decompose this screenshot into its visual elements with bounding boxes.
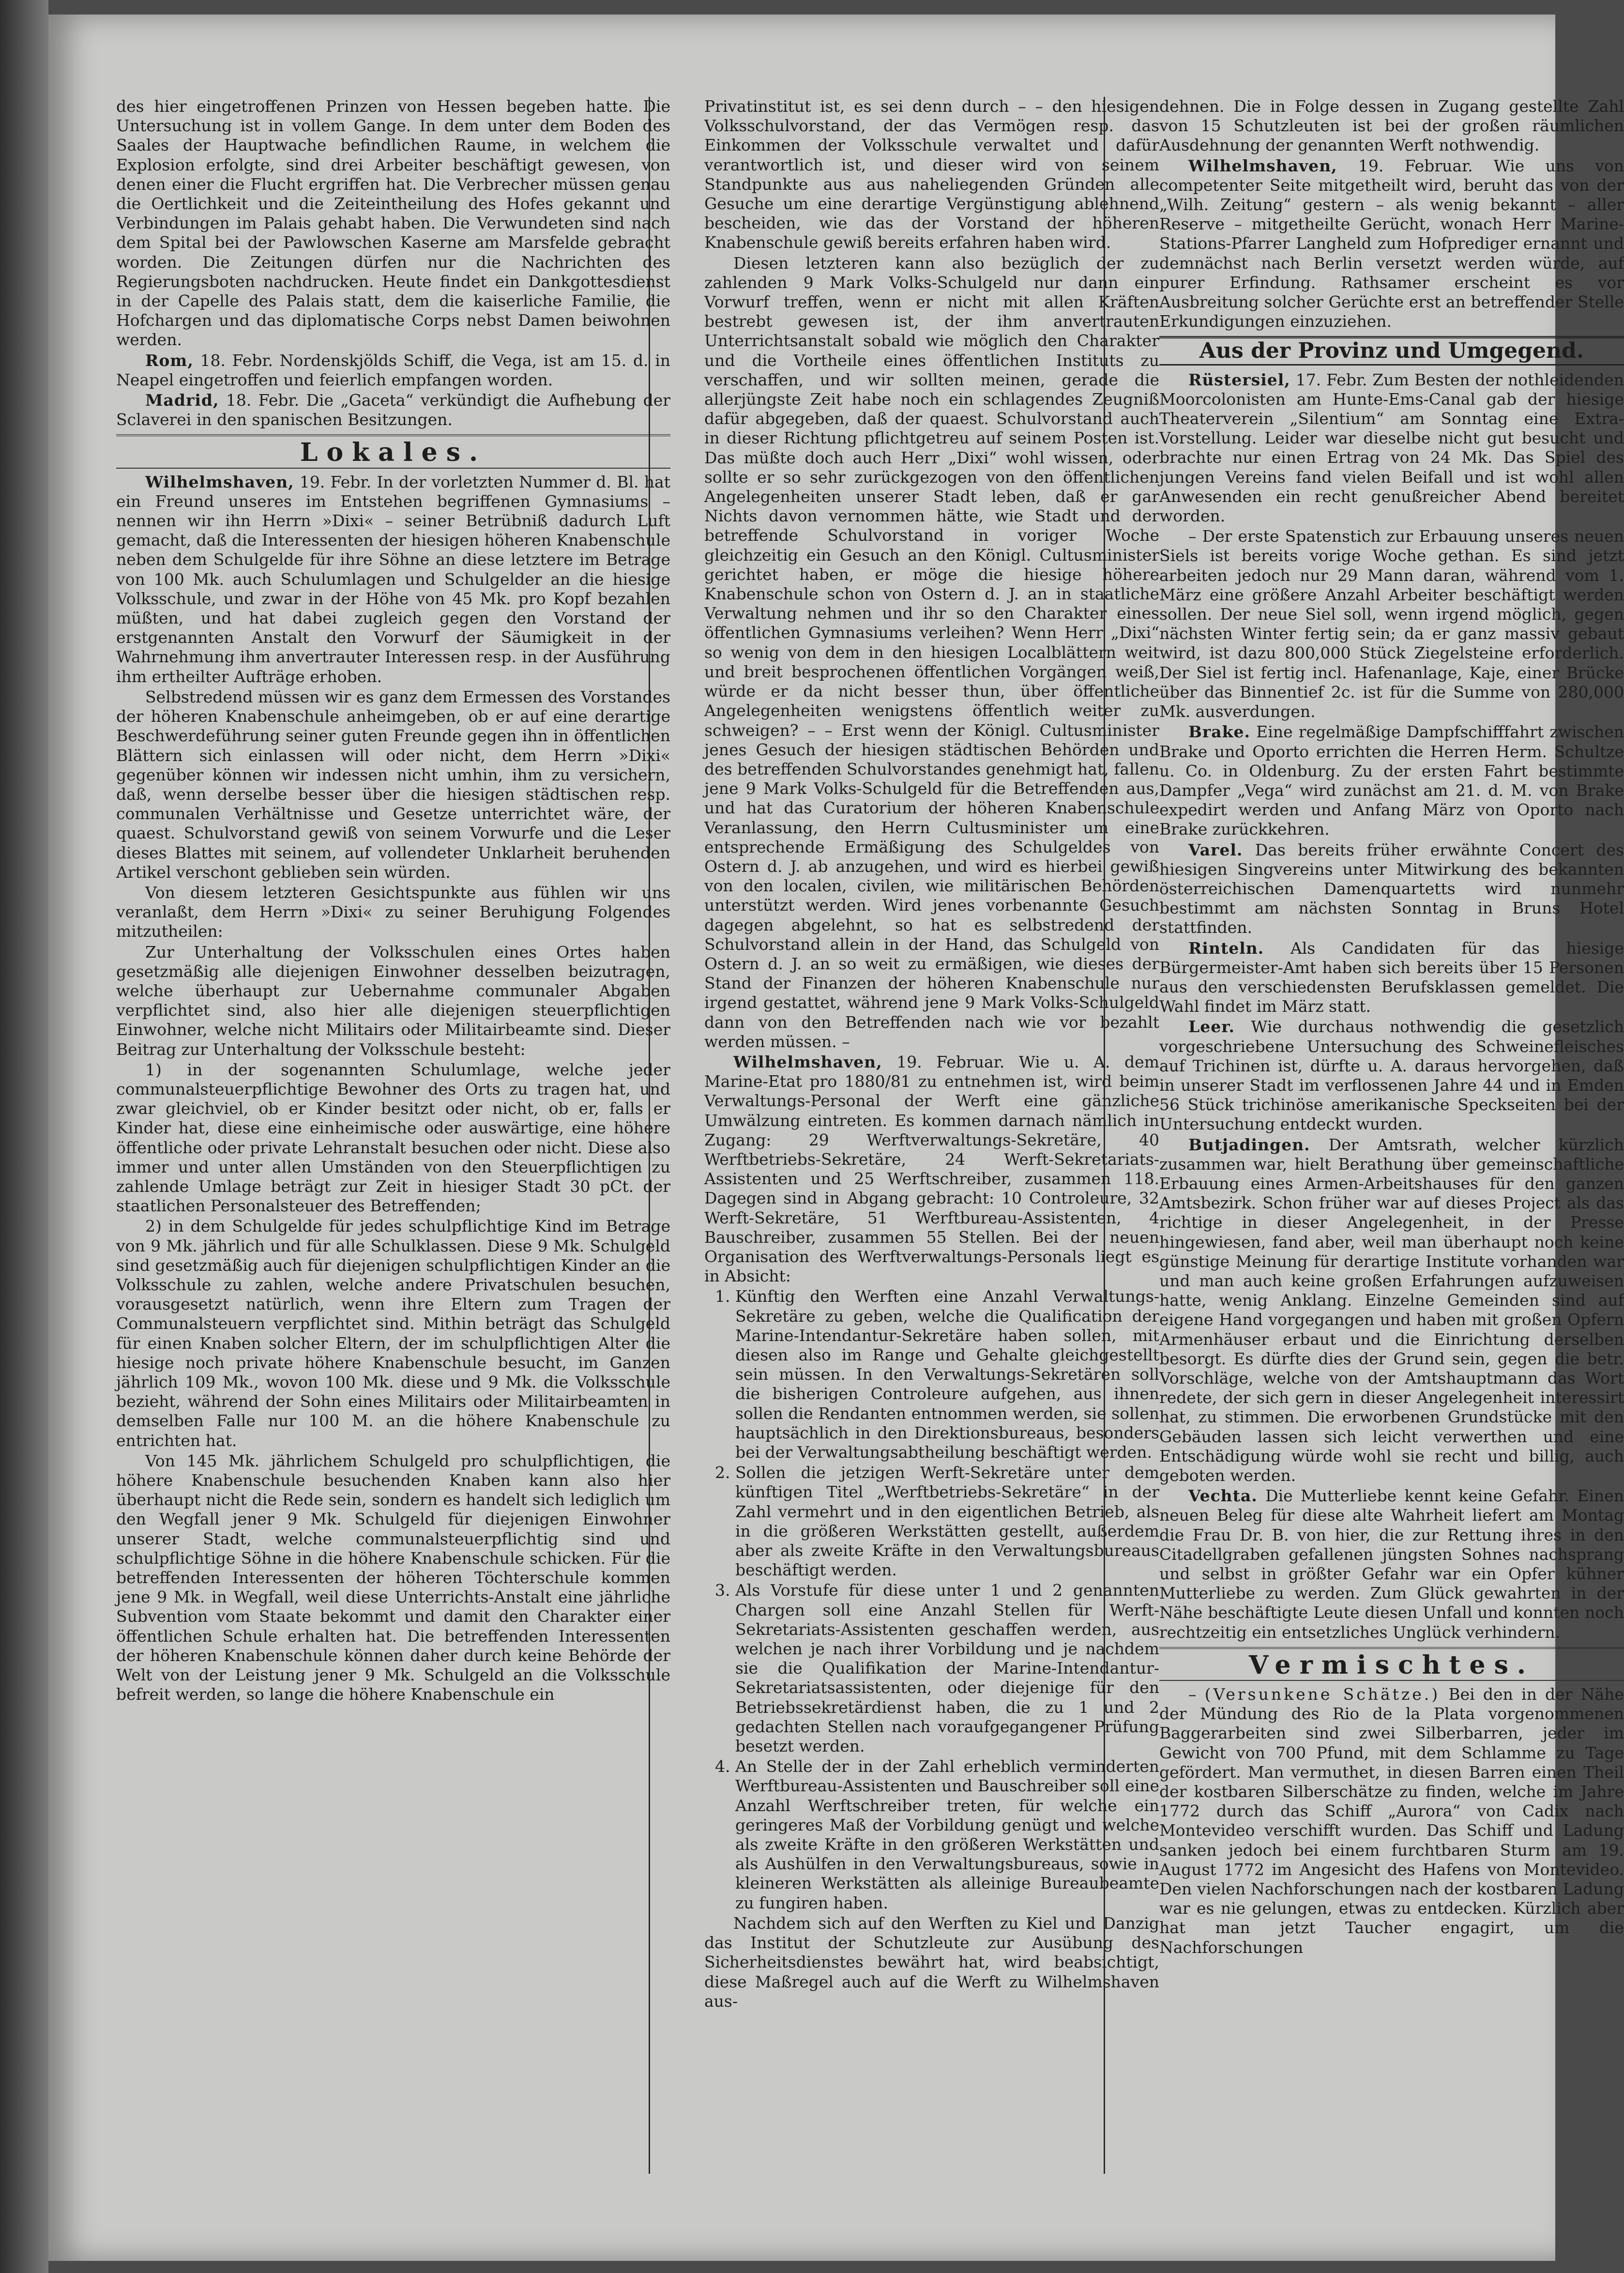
dispatch-leer xyxy=(1159,1017,1624,1134)
paragraph: – Der erste Spatenstich zur Erbauung unseres neuen Siels ist bereits vorige Woche gethan. Es sind jetzt arbeiten jedoch nur 29 Mann daran, während vom 1. März eine größere Anzahl Arbeiter beschäftigt werden sollen. Der neue Siel soll, wenn irgend möglich, gegen nächsten Winter fertig sein; da er ganz massiv gebaut wird, ist dazu 800,000 Stück Ziegelsteine erforderlich. Der Siel ist fertig incl. Hafenanlage, Kaje, einer Brücke über das Binnentief 2c. ist für die Summe von 280,000 Mk. ausverdungen. xyxy=(1159,527,1624,721)
paragraph-point-2: 2) in dem Schulgelde für jedes schulpflichtige Kind im Betrage von 9 Mk. jährlich und für alle Schulklassen. Diese 9 Mk. Schulgeld sind gesetzmäßig auch für diejenigen schulpflichtigen Kinder an die Volksschule zu zahlen, welche andere Privatschulen besuchen, vorausgesetzt natürlich, wenn ihre Eltern zum Tragen der Communalsteuern verpflichtet sind. Mithin beträgt das Schulgeld für einen Knaben solcher Eltern, der im schulpflichtigen Alter die hiesige noch private höhere Knabenschule besucht, im Ganzen jährlich 109 Mk., wovon 100 Mk. diese und 9 Mk. die Volksschule bezieht, während der Sohn eines Militairs oder Militairbeamten in demselben Falle nur 100 M. an die höhere Knabenschule zu entrichten hat. xyxy=(116,1217,670,1450)
article-schaetze: – (Versunkene Schätze.) Bei den in der Nähe der Mündung des Rio de la Plata vorgenommenen Baggerarbeiten sind zwei Silberbarren, jeder im Gewicht von 700 Pfund, mit dem Schlamme zu Tage gefördert. Man vermuthet, in diesen Barren einen Theil der kostbaren Silberschätze zu finden, welche im Jahre 1772 durch das Schiff „Aurora“ von Cadix nach Montevideo verschifft wurden. Das Schiff und Ladung sanken jedoch bei einem furchtbaren Sturm am 19. August 1772 im Angesicht des Hafens von Montevideo. Den vielen Nachforschungen nach der kostbaren Ladung war es nie gelungen, etwas zu entdecken. Kürzlich aber hat man jetzt Taucher engagirt, um die Nachforschungen xyxy=(1159,1685,1624,1957)
dispatch-rinteln-text: Als Candidaten für das hiesige Bürgermeister-Amt haben sich bereits über 15 Personen aus den verschiedensten Berufsklassen gemeldet. Die Wahl findet im März statt. xyxy=(1159,938,1624,1016)
list-item: 1. Künftig den Werften eine Anzahl Verwaltungs-Sekretäre zu geben, welche die Qualification der Marine-Intendantur-Sekretäre haben sollen, mit diesen also im Range und Gehalte gleichgestellt sein müssen. In den Verwaltungs-Sekretären soll die bisherigen Controleure aufgehen, aus ihnen sollen die Rendanten entnommen werden, sie sollen hauptsächlich in den Direktionsbureaus, besonders bei der Verwaltungsabtheilung beschäftigt werden. xyxy=(735,1287,1159,1462)
paragraph: Selbstredend müssen wir es ganz dem Ermessen des Vorstandes der höheren Knabenschule anheimgeben, ob er auf eine derartige Beschwerdeführung seiner guten Freunde gegen ihn in öffentlichen Blättern sich einlassen will oder nicht, dem Herrn »Dixi« gegenüber können wir indessen nicht umhin, ihm zu versichern, daß, wenn derselbe besser über die hiesigen städtischen resp. communalen Verhältnisse und Gesetze unterrichtet wäre, der quaest. Schulvorstand gewiß von seinem Vorwurfe und die Leser dieses Blattes mit seinem, auf vollendeter Unklarheit beruhenden Artikel verschont geblieben sein würden. xyxy=(116,687,670,882)
dateline-madrid: Madrid, xyxy=(145,391,219,410)
dateline-rinteln: Rinteln. xyxy=(1188,938,1264,958)
paragraph: Von 145 Mk. jährlichem Schulgeld pro schulpflichtigen, die höhere Knabenschule besuchenden Knaben kann also hier überhaupt nicht die Rede sein, sondern es handelt sich lediglich um den Wegfall jener 9 Mk. Schulgeld für diejenigen Einwohner unserer Stadt, welche communalsteuerpflichtig sind und schulpflichtige Söhne in die höhere Knabenschule schicken. Für die betreffenden Interessenten der höheren Töchterschule kommen jene 9 Mk. in Wegfall, weil diese Unterrichts-Anstalt eine jährliche Subvention vom Staate bekommt und damit den Charakter einer öffentlichen Schule erhalten hat. Die betreffenden Interessenten der höheren Knabenschule können daher durch keine Behörde der Welt von der Leistung jener 9 Mk. Schulgeld an die Volksschule befreit werden, so lange die höhere Knabenschule ein xyxy=(116,1451,670,1704)
dateline-vechta: Vechta. xyxy=(1188,1486,1258,1506)
list-item: 2. Sollen die jetzigen Werft-Sekretäre unter dem künftigen Titel „Werftbetriebs-Sekretäre“ in der Zahl vermehrt und in den eigentlichen Betrieb, als in die größeren Werkstätten gestellt, außerdem aber als zweite Kräfte in den Verwaltungsbureaus beschäftigt werden. xyxy=(735,1463,1159,1580)
paragraph: Von diesem letzteren Gesichtspunkte aus fühlen wir uns veranlaßt, dem Herrn »Dixi« zu seiner Beruhigung Folgendes mitzutheilen: xyxy=(116,883,670,941)
dispatch-rom xyxy=(116,351,670,390)
article-pfarrer xyxy=(1159,156,1624,332)
article-schaetze-text: Bei den in der Nähe der Mündung des Rio de la Plata vorgenommenen Baggerarbeiten sind zwei Silberbarren, jeder im Gewicht von 700 Pfund, mit dem Schlamme zu Tage gefördert. Man vermuthet, in diesen Barren einen Theil der kostbaren Silberschätze zu finden, welche im Jahre 1772 durch das Schiff „Aurora“ von Cadix nach Montevideo verschifft wurden. Das Schiff und Ladung sanken jedoch bei einem furchtbaren Sturm am 19. August 1772 im Angesicht des Hafens von Montevideo. Den vielen Nachforschungen nach der kostbaren Ladung war es nie gelungen, etwas zu entdecken. Kürzlich aber hat man jetzt Taucher engagirt, um die Nachforschungen xyxy=(1159,1685,1624,1957)
dispatch-brake xyxy=(1159,722,1624,839)
dateline-wilhelmshaven-3: Wilhelmshaven, xyxy=(1188,156,1337,175)
page-spine-shadow xyxy=(0,0,48,2273)
paragraph: dehnen. Die in Folge dessen in Zugang gestellte Zahl von 15 Schutzleuten ist bei der großen räumlichen Ausdehnung der genannten Werft nothwendig. xyxy=(1159,97,1624,155)
article-schaetze-title: (Versunkene Schätze.) xyxy=(1204,1685,1441,1704)
dateline-rom: Rom, xyxy=(145,351,194,370)
column-1 xyxy=(116,97,670,1705)
dateline-ruestersiel: Rüstersiel, xyxy=(1188,370,1290,389)
article-palace-explosion: des hier eingetroffenen Prinzen von Hessen begeben hatte. Die Untersuchung ist in vollem Gange. In dem unter dem Boden des Saales der Hauptwache befindlichen Raume, in welchem die Explosion erfolgte, sind drei Arbeiter beschäftigt gewesen, von denen einer die Flucht ergriffen hat. Die Verbrecher müssen genau die Oertlichkeit und die Zeiteintheilung des Hofes gekannt und Verbindungen im Palais gehabt haben. Die Verwundeten sind nach dem Spital bei der Pawlowschen Kaserne am Marsfelde gebracht worden. Die Zeitungen dürfen nur die Nachrichten des Regierungsboten nachdrucken. Heute findet ein Dankgottesdienst in der Capelle des Palais statt, dem die kaiserliche Familie, die Hofchargen und das diplomatische Corps nebst Damen beiwohnen werden. xyxy=(116,97,670,350)
paragraph-point-1: 1) in der sogenannten Schulumlage, welche jeder communalsteuerpflichtige Bewohner des Orts zu tragen hat, und zwar gleichviel, ob er Kinder besitzt oder nicht, ob er, falls er Kinder hat, diese eine einheimische oder auswärtige, eine höhere öffentliche oder private Lehranstalt besuchen oder nicht. Diese also immer und unter allen Umständen von den Steuerpflichtigen zu zahlende Umlage beträgt zur Zeit in hiesiger Stadt 30 pCt. der staatlichen Personalsteuer des Betreffenden; xyxy=(116,1060,670,1216)
dispatch-butjadingen-text: Der Amtsrath, welcher kürzlich zusammen war, hielt Berathung über gemeinschaftliche Erbauung eines Armen-Arbeitshauses für den ganzen Amtsbezirk. Schon früher war auf dieses Project als das richtige in dieser Angelegenheit, in der Presse hingewiesen, fand aber, weil man überhaupt noch keine günstige Meinung für derartige Institute vorhanden war und man auch keine großen Erfahrungen aufzuweisen hatte, wenig Anklang. Einzelne Gemeinden sind auf eigene Hand vorgegangen und haben mit großen Opfern Armenhäuser erbaut und die Einrichtung derselben besorgt. Es dürfte dies der Grund sein, gegen die betr. Vorschläge, welche von der Amtshauptmann das Wort redete, der sich gern in dieser Angelegenheit interessirt hat, zu stimmen. Die erworbenen Grundstücke mit den Gebäuden lassen sich leicht verwerthen und eine Entschädigung würde wohl sie recht und billig, auch geboten werden. xyxy=(1159,1135,1624,1485)
paragraph: Privatinstitut ist, es sei denn durch – – den hiesigen Volksschulvorstand, der das Vermögen resp. das Einkommen der Volksschule verwaltet und dafür verantwortlich ist, und dieser wird von seinem Standpunkte aus aus naheliegenden Gründen alle Gesuche um eine derartige Vergünstigung ablehnend bescheiden, wie das der Vorstand der höheren Knabenschule gewiß bereits erfahren haben wird. xyxy=(704,97,1159,252)
dateline-wilhelmshaven-2: Wilhelmshaven, xyxy=(733,1052,882,1071)
dispatch-varel xyxy=(1159,840,1624,938)
section-divider-thin xyxy=(1159,1680,1624,1681)
section-heading-provinz: Aus der Provinz und Umgegend. xyxy=(1159,336,1624,365)
dispatch-varel-text: Das bereits früher erwähnte Concert des hiesigen Singvereins unter Mitwirkung des bekannten österreichischen Damenquartetts wird nunmehr bestimmt am nächsten Sonntag in Bruns Hotel stattfinden. xyxy=(1159,840,1624,937)
article-werft xyxy=(704,1053,1159,1286)
article-pfarrer-text: 19. Februar. Wie uns von competenter Seite mitgetheilt wird, beruht das von der „Wilh. Zeitung“ gestern – als wenig bekannt – aller Reserve – mitgetheilte Gerücht, wonach Herr Marine-Stations-Pfarrer Langheld zum Hofprediger ernannt und demnächst nach Berlin versetzt werden würde, auf purer Erfindung. Rathsamer erscheint es vor Ausbreitung solcher Gerüchte erst an betreffender Stelle Erkundigungen einzuziehen. xyxy=(1159,156,1624,331)
section-divider xyxy=(1159,1647,1624,1649)
dispatch-rom-text: 18. Febr. Nordenskjölds Schiff, die Vega, ist am 15. d. in Neapel eingetroffen und feierlich empfangen worden. xyxy=(116,351,670,389)
werft-list xyxy=(704,1287,1159,1913)
article-dixi-text: 19. Febr. In der vorletzten Nummer d. Bl. hat ein Freund unseres im Entstehen begriffenen Gymnasiums – nennen wir ihn Herrn »Dixi« – seiner Betrübniß dadurch Luft gemacht, daß die Interessenten der hiesigen höheren Knabenschule neben dem Schulgelde für ihre Söhne an diese letztere im Betrage von 100 Mk. auch Schulumlagen und Schulgelder an die hiesige Volksschule, und zwar in der Höhe von 45 Mk. pro Kopf bezahlen müßten, und hat dabei zugleich gegen den Vorstand der erstgenannten Anstalt den Vorwurf der Säumigkeit in der Wahrnehmung ihm anvertrauter Interessen resp. in der Ausführung ihm ertheilter Aufträge erhoben. xyxy=(116,472,670,686)
article-werft-text: 19. Februar. Wie u. A. dem Marine-Etat pro 1880/81 zu entnehmen ist, wird beim Verwaltungs-Personal der Werft eine gänzliche Umwälzung eintreten. Es kommen darnach nämlich in Zugang: 29 Werftverwaltungs-Sekretäre, 40 Werftbetriebs-Sekretäre, 24 Werft-Sekretariats-Assistenten und 25 Werftschreiber, zusammen 118. Dagegen sind in Abgang gebracht: 10 Controleure, 32 Werft-Sekretäre, 51 Werftbureau-Assistenten, 4 Bauschreiber, zusammen 55 Stellen. Bei der neuen Organisation des Werftverwaltungs-Personals liegt es in Absicht: xyxy=(704,1052,1160,1286)
dispatch-ruestersiel xyxy=(1159,370,1624,526)
paragraph: Diesen letzteren kann also bezüglich der zu zahlenden 9 Mark Volks-Schulgeld nur dann ein Vorwurf treffen, wenn er nicht mit allen Kräften bestrebt gewesen ist, der ihm anvertrauten Unterrichtsanstalt sobald wie möglich den Charakter und die Vortheile eines öffentlichen Instituts zu verschaffen, und wir sollten meinen, gerade die allerjüngste Zeit habe noch ein schlagendes Zeugniß dafür abgegeben, daß der quaest. Schulvorstand auch in dieser Richtung pflichtgetreu auf seinem Posten ist. Das müßte doch auch Herr „Dixi“ wohl wissen, oder sollte er so sehr zurückgezogen von den öffentlichen Angelegenheiten unserer Stadt leben, daß er gar Nichts davon vernommen hätte, wie Stadt und der betreffende Schulvorstand in voriger Woche gleichzeitig ein Gesuch an den Königl. Cultusminister gerichtet haben, er möge die hiesige höhere Knabenschule schon von Ostern d. J. an in staatliche Verwaltung nehmen und ihr so den Charakter eines öffentlichen Gymnasiums verleihen? Wenn Herr „Dixi“ so wenig von dem in den hiesigen Localblättern weit und breit besprochenen öffentlichen Vorgängen weiß, würde er da nicht besser thun, über öffentliche Angelegenheiten wenigstens öffentlich weiter zu schweigen? – – Erst wenn der Königl. Cultusminister jenes Gesuch der hiesigen städtischen Behörden und des betreffenden Schulvorstandes genehmigt hat, fallen jene 9 Mark Volks-Schulgeld für die Betreffenden aus, und hat das Curatorium der höheren Knabenschule Veranlassung, den Herrn Cultusminister um eine entsprechende Ermäßigung des Schulgeldes von Ostern d. J. ab anzugehen, und wird es hierbei gewiß von den localen, civilen, wie militärischen Behörden unterstützt werden. Wird jenes vorbenannte Gesuch dagegen abgelehnt, so hat es selbstredend der Schulvorstand allein in der Hand, das Schulgeld von Ostern d. J. an so weit zu ermäßigen, wie dieses der Stand der Finanzen der höheren Knabenschule nur irgend gestattet, während jene 9 Mark Volks-Schulgeld dann von den Betreffenden nach wie vor bezahlt werden müssen. – xyxy=(704,253,1159,1051)
paragraph: Nachdem sich auf den Werften zu Kiel und Danzig das Institut der Schutzleute zur Ausübung des Sicherheitsdienstes bewährt hat, wird beabsichtigt, diese Maßregel auch auf die Werft zu Wilhelmshaven aus- xyxy=(704,1913,1159,2011)
list-item: 3. Als Vorstufe für diese unter 1 und 2 genannten Chargen soll eine Anzahl Stellen für Werft-Sekretariats-Assistenten geschaffen werden, aus welchen je nach ihrer Vorbildung und je nachdem sie die Qualifikation der Marine-Intendantur-Sekretariatsassistenten, oder diejenige für den Betriebssekretärdienst haben, die zu 1 und 2 gedachten Stellen nach voraufgegangener Prüfung besetzt werden. xyxy=(735,1581,1159,1756)
section-heading-vermischtes: Vermischtes. xyxy=(1248,1650,1535,1680)
dispatch-vechta xyxy=(1159,1486,1624,1642)
section-heading-lokales: Lokales. xyxy=(300,438,487,468)
column-3 xyxy=(1159,97,1624,1958)
paragraph: Zur Unterhaltung der Volksschulen eines Ortes haben gesetzmäßig alle diejenigen Einwohner desselben beizutragen, welche überhaupt zur Uebernahme communaler Abgaben verpflichtet sind, also hier alle diejenigen steuerpflichtigen Einwohner, welche nicht Militairs oder Militairbeamte sind. Dieser Beitrag zur Unterhaltung der Volksschule besteht: xyxy=(116,942,670,1059)
column-2 xyxy=(704,97,1159,2012)
newspaper-page xyxy=(48,15,1624,2261)
dispatch-madrid xyxy=(116,391,670,429)
dispatch-vechta-text: Die Mutterliebe kennt keine Gefahr. Einen neuen Beleg für diese alte Wahrheit liefert am Montag die Frau Dr. B. von hier, die zur Rettung ihres in den Citadellgraben gefallenen jüngsten Sohnes nachsprang und selbst in größter Gefahr war ein Opfer kühner Mutterliebe zu werden. Zum Glück gewahrten in der Nähe beschäftigte Leute diesen Unfall und konnten noch rechtzeitig ein entsetzliches Unglück verhindern. xyxy=(1159,1486,1624,1642)
article-dixi xyxy=(116,473,670,686)
dispatch-butjadingen xyxy=(1159,1135,1624,1486)
section-divider-thin xyxy=(116,468,670,469)
dateline-varel: Varel. xyxy=(1188,840,1243,859)
section-divider xyxy=(116,434,670,436)
dateline-wilhelmshaven: Wilhelmshaven, xyxy=(145,472,294,491)
dateline-brake: Brake. xyxy=(1188,722,1251,742)
dispatch-leer-text: Wie durchaus nothwendig die gesetzlich vorgeschriebene Untersuchung des Schweinefleisches auf Trichinen ist, dürfte u. A. daraus hervorgehen, daß in unserer Stadt im verflossenen Jahre 44 und in Emden 56 Stück trichinöse amerikanische Speckseiten bei der Untersuchung entdeckt wurden. xyxy=(1159,1017,1624,1134)
dateline-butjadingen: Butjadingen. xyxy=(1188,1135,1310,1154)
list-item: 4. An Stelle der in der Zahl erheblich verminderten Werftbureau-Assistenten und Bauschreiber soll eine Anzahl Werftschreiber treten, für welche ein geringeres Maß der Vorbildung genügt und welche als zweite Kräfte in den größeren Werkstätten und als Aushülfen in den Verwaltungsbureaus, sowie in kleineren Werkstätten als alleinige Bureaubeamte zu fungiren haben. xyxy=(735,1757,1159,1913)
dispatch-brake-text: Eine regelmäßige Dampfschifffahrt zwischen Brake und Oporto errichten die Herren Herm. Schultze u. Co. in Oldenburg. Zu der ersten Fahrt bestimmte Dampfer „Vega“ wird zunächst am 21. d. M. von Brake expedirt werden und Anfang März von Oporto nach Brake zurückkehren. xyxy=(1159,722,1624,839)
dispatch-rinteln xyxy=(1159,939,1624,1017)
dispatch-madrid-text: 18. Febr. Die „Gaceta“ verkündigt die Aufhebung der Sclaverei in den spanischen Besitzungen. xyxy=(116,391,670,429)
dateline-leer: Leer. xyxy=(1188,1017,1235,1037)
dispatch-ruestersiel-text: 17. Febr. Zum Besten der nothleidenden Moorcolonisten am Hunte-Ems-Canal gab der hiesige Theaterverein „Silentium“ am Sonntag eine Extra-Vorstellung. Leider war dieselbe nicht gut besucht und brachte nur einen Ertrag von 24 Mk. Das Spiel des jungen Vereins fand vielen Beifall und ist wohl allen Anwesenden ein recht genußreicher Abend bereitet worden. xyxy=(1159,370,1624,526)
